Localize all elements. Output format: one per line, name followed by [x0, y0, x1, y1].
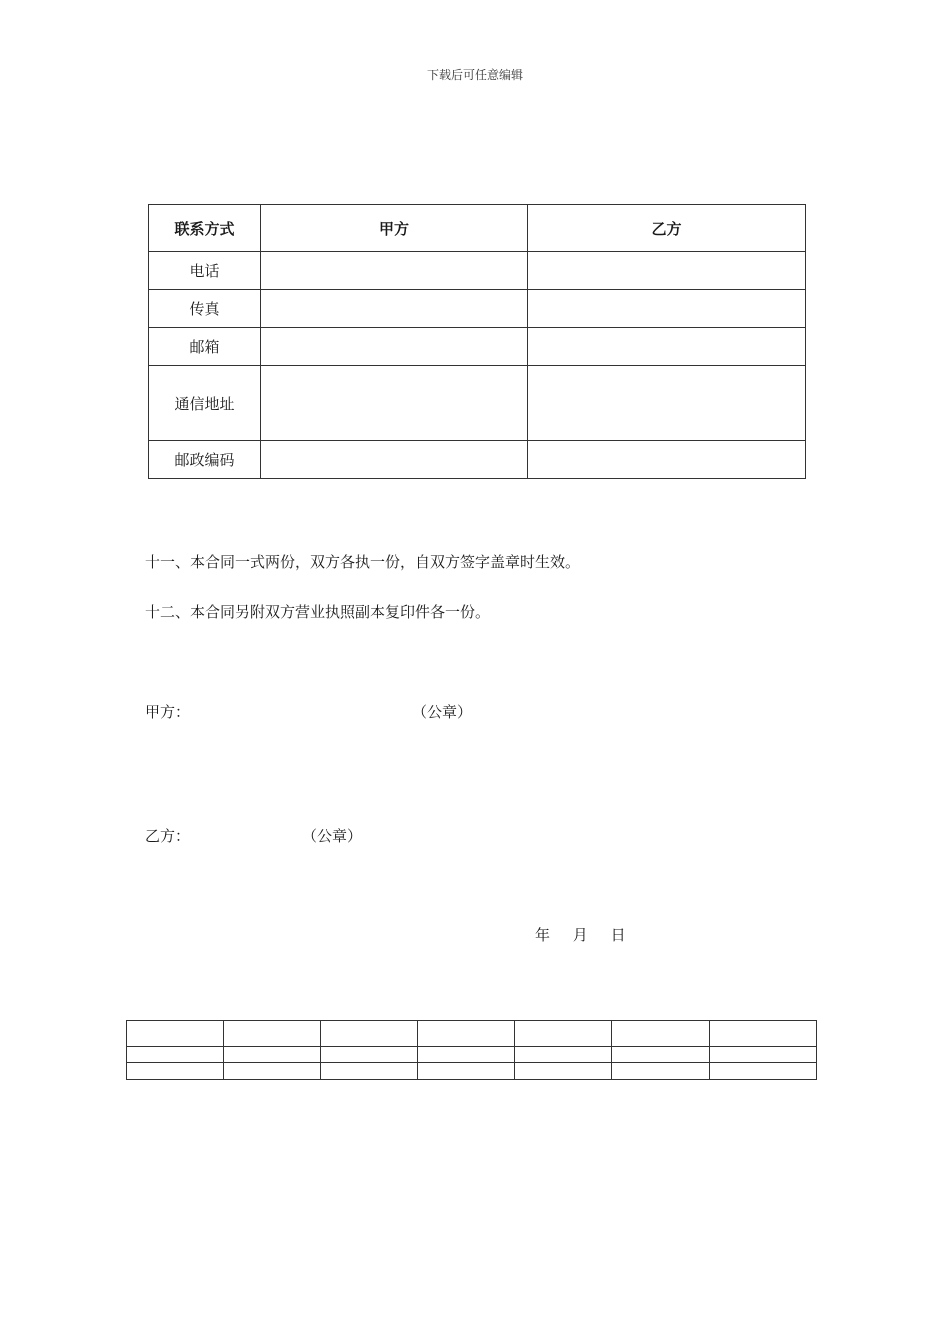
blank-cell [515, 1021, 612, 1047]
table-row [149, 441, 806, 479]
party-a-signature-label: 甲方： [145, 703, 191, 721]
blank-cell [515, 1047, 612, 1063]
date-month: 月 [572, 926, 588, 944]
blank-cell [418, 1063, 515, 1080]
blank-cell [515, 1063, 612, 1080]
table-row [149, 252, 806, 290]
row-label-email: 邮箱 [149, 328, 261, 366]
blank-cell [321, 1047, 418, 1063]
cell-party-b-email[interactable] [528, 328, 806, 366]
blank-cell [418, 1021, 515, 1047]
clause-eleven: 十一、本合同一式两份，双方各执一份，自双方签字盖章时生效。 [145, 553, 581, 571]
row-label-fax: 传真 [149, 290, 261, 328]
blank-cell [321, 1021, 418, 1047]
blank-cell [321, 1063, 418, 1080]
blank-cell [127, 1047, 224, 1063]
blank-cell [612, 1021, 710, 1047]
table-row [127, 1021, 817, 1047]
table-header-row [149, 205, 806, 252]
header-party-b: 乙方 [528, 205, 806, 252]
table-row [149, 290, 806, 328]
cell-party-a-email[interactable] [261, 328, 528, 366]
clause-twelve: 十二、本合同另附双方营业执照副本复印件各一份。 [145, 603, 491, 621]
table-row [149, 366, 806, 441]
blank-cell [127, 1063, 224, 1080]
row-label-address: 通信地址 [149, 366, 261, 441]
cell-party-b-address[interactable] [528, 366, 806, 441]
party-a-seal-label: （公章） [412, 703, 473, 721]
table-row [149, 328, 806, 366]
table-row [127, 1063, 817, 1080]
blank-cell [224, 1063, 321, 1080]
date-line [535, 924, 644, 945]
party-b-seal-label: （公章） [302, 827, 363, 845]
cell-party-a-address[interactable] [261, 366, 528, 441]
blank-cell [224, 1047, 321, 1063]
blank-cell [127, 1021, 224, 1047]
blank-cell [710, 1021, 817, 1047]
blank-cell [224, 1021, 321, 1047]
blank-cell [612, 1047, 710, 1063]
cell-party-b-phone[interactable] [528, 252, 806, 290]
blank-grid-table [126, 1020, 817, 1080]
row-label-phone: 电话 [149, 252, 261, 290]
header-contact-method: 联系方式 [149, 205, 261, 252]
blank-cell [418, 1047, 515, 1063]
cell-party-b-postcode[interactable] [528, 441, 806, 479]
blank-cell [710, 1047, 817, 1063]
date-year: 年 [535, 926, 551, 944]
party-b-signature-label: 乙方： [145, 827, 191, 845]
cell-party-a-fax[interactable] [261, 290, 528, 328]
download-note: 下载后可任意编辑 [426, 68, 523, 82]
row-label-postcode: 邮政编码 [149, 441, 261, 479]
cell-party-a-postcode[interactable] [261, 441, 528, 479]
blank-cell [612, 1063, 710, 1080]
header-party-a: 甲方 [261, 205, 528, 252]
date-day: 日 [610, 926, 626, 944]
contact-info-table [148, 204, 806, 479]
blank-cell [710, 1063, 817, 1080]
cell-party-b-fax[interactable] [528, 290, 806, 328]
cell-party-a-phone[interactable] [261, 252, 528, 290]
table-row [127, 1047, 817, 1063]
